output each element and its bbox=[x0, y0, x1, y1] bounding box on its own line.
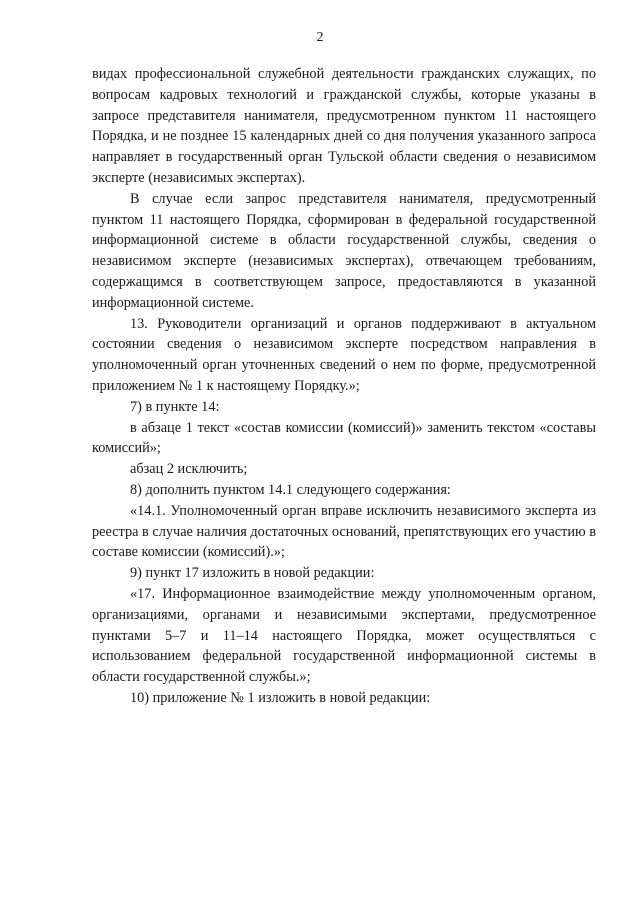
paragraph-federal-system-request: В случае если запрос представителя нанимателя, предусмотренный пунктом 11 настоящего Порядка, сформирован в федеральной государственной информационной системе в области государственной службы, сведения о независимом эксперте (независимых экспертах), отвечающем требованиям, содержащимся в соответствующем запросе, предоставляются в указанной информационной системе. bbox=[92, 190, 596, 311]
paragraph-item-14-1: «14.1. Уполномоченный орган вправе исключить независимого эксперта из реестра в случае наличия достаточных оснований, препятствующих его участию в составе комиссии (комиссий).»; bbox=[92, 502, 596, 561]
paragraph-item-17: «17. Информационное взаимодействие между уполномоченным органом, организациями, органами и независимыми экспертами, предусмотренное пунктами 5–7 и 11–14 настоящего Порядка, может осуществляться с использованием федеральной государственной информационной системы в области государственной службы.»; bbox=[92, 585, 596, 686]
paragraph-amendment-8: 8) дополнить пунктом 14.1 следующего содержания: bbox=[130, 481, 451, 498]
paragraph-item-13: 13. Руководители организаций и органов поддерживают в актуальном состоянии сведения о независимом эксперте посредством направления в уполномоченный орган уточненных сведений о нем по форме, предусмотренной приложением № 1 к настоящему Порядку.»; bbox=[92, 315, 596, 394]
paragraph-amendment-9: 9) пункт 17 изложить в новой редакции: bbox=[130, 565, 375, 582]
paragraph-amendment-10: 10) приложение № 1 изложить в новой редакции: bbox=[130, 689, 431, 706]
paragraph-continuation: видах профессиональной служебной деятельности гражданских служащих, по вопросам кадровых технологий и гражданской службы, которые указаны в запросе представителя нанимателя, предусмотренном пунктом 11 настоящего Порядка, и не позднее 15 календарных дней со дня получения указанного запроса направляет в государственный орган Тульской области сведения о независимом эксперте (независимых экспертах). bbox=[92, 66, 596, 186]
paragraph-amendment-7: 7) в пункте 14: bbox=[130, 398, 220, 415]
paragraph-amendment-7-text-replace: в абзаце 1 текст «состав комиссии (комиссий)» заменить текстом «составы комиссий»; bbox=[92, 419, 596, 457]
document-body bbox=[92, 64, 596, 709]
paragraph-amendment-7-remove-abzac: абзац 2 исключить; bbox=[130, 461, 248, 478]
page-number: 2 bbox=[316, 30, 324, 45]
